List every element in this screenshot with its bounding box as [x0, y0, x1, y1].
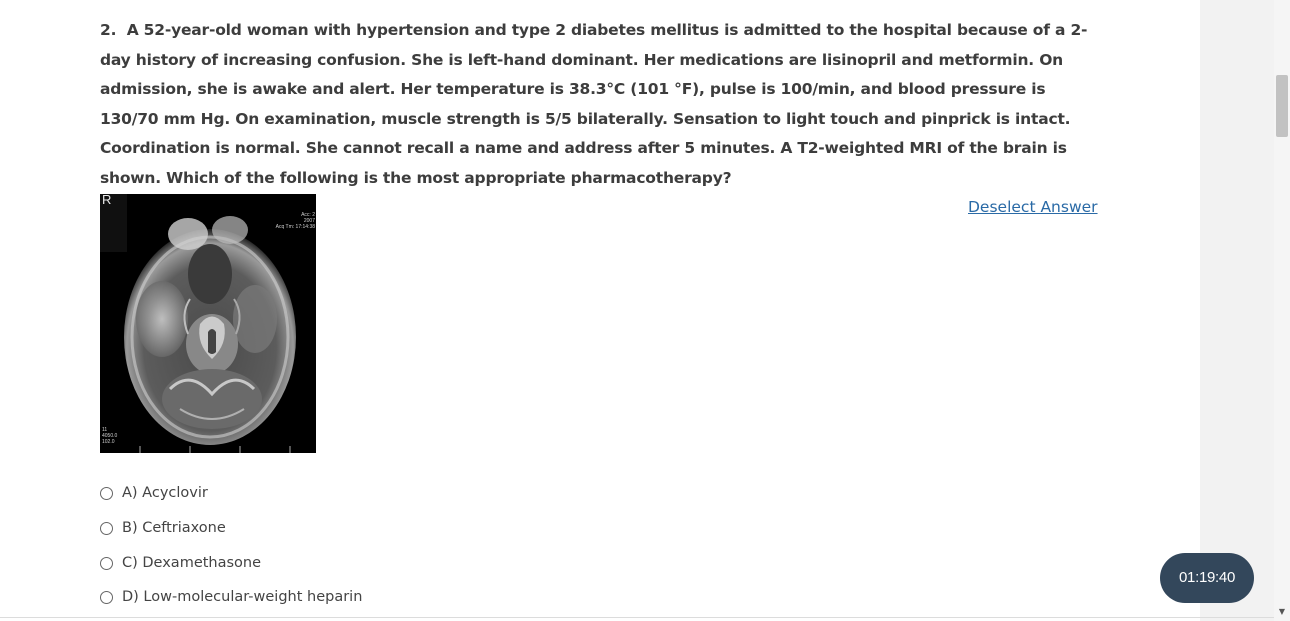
scrollbar-thumb[interactable] [1276, 75, 1288, 137]
option-label: D) Low-molecular-weight heparin [122, 589, 363, 605]
mri-brain-graphic [100, 194, 316, 453]
mri-info-line: Acq Tm: 17:14:38 [275, 224, 315, 230]
radio-button[interactable] [100, 522, 113, 535]
option-label: B) Ceftriaxone [122, 520, 226, 536]
radio-button[interactable] [100, 557, 113, 570]
mri-info-line: Acc: 2 [301, 212, 315, 218]
timer-badge: 01:19:40 [1160, 553, 1254, 603]
mri-info-line: 4050.0 [102, 433, 118, 439]
option-label: A) Acyclovir [122, 485, 208, 501]
right-gutter [1200, 0, 1274, 621]
question-text: A 52-year-old woman with hypertension and type 2 diabetes mellitus is admitted to the hospital because of a 2-day history of increasing confusion. She is left-hand dominant. Her medications are lisinopril and metformin. On admission, she is awake and alert. Her temperature is 38.3°C (101 °F), pulse is 100/min, and blood pressure is 130/70 mm Hg. On examination, muscle strength is 5/5 bilaterally. Sensation to light touch and pinprick is intact. Coordination is normal. She cannot recall a name and address after 5 minutes. A T2-weighted MRI of the brain is shown. Which of the following is the most appropriate pharmacotherapy? [100, 21, 1088, 187]
option-d[interactable] [100, 586, 362, 608]
mri-sequence-info [102, 427, 117, 445]
option-a[interactable] [100, 482, 208, 504]
scroll-down-arrow-icon[interactable]: ▼ [1278, 607, 1286, 616]
option-label: C) Dexamethasone [122, 555, 262, 571]
mri-acquisition-info [255, 212, 315, 230]
option-c[interactable] [100, 552, 261, 574]
mri-info-line: 2007 [303, 218, 315, 224]
mri-orientation-label: R [102, 194, 112, 207]
deselect-answer-link[interactable]: Deselect Answer [968, 198, 1098, 216]
radio-button[interactable] [100, 487, 113, 500]
mri-info-line: 11 [102, 427, 108, 433]
question-number: 2. [100, 21, 117, 39]
option-b[interactable] [100, 517, 226, 539]
radio-button[interactable] [100, 591, 113, 604]
question-stem [100, 16, 1100, 194]
mri-image [100, 194, 316, 453]
mri-info-line: 102.0 [102, 439, 115, 445]
divider [0, 617, 1274, 618]
